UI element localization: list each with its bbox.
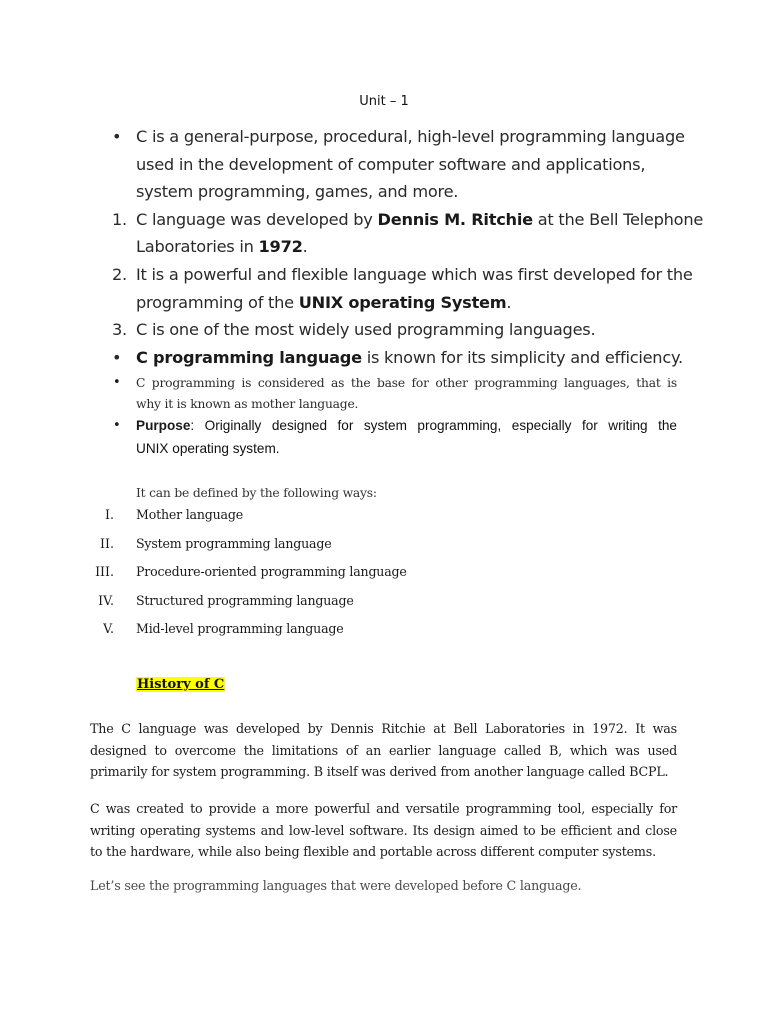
definition-item: Mother language	[136, 507, 243, 522]
history-paragraph-3: Let’s see the programming languages that were developed before C language.	[90, 878, 582, 893]
bullet1-line2: used in the development of computer software and applications,	[136, 155, 646, 174]
num1-line2-post: .	[302, 237, 308, 256]
roman-numeral: I.	[105, 507, 114, 522]
bullet3-line1: C programming is considered as the base for other programming languages, that is	[136, 376, 677, 390]
year: 1972	[258, 237, 303, 256]
num2-line1: It is a powerful and flexible language which was first developed for the	[136, 265, 693, 284]
bullet2-line	[136, 348, 683, 367]
definition-item: Mid-level programming language	[136, 621, 344, 636]
list-number-2: 2.	[112, 265, 127, 284]
bullet-dot-icon: •	[112, 348, 122, 367]
num1-line1	[136, 210, 703, 229]
list-number-1: 1.	[112, 210, 127, 229]
num3-line1: C is one of the most widely used programming languages.	[136, 320, 596, 339]
num1-line2-pre: Laboratories in	[136, 237, 259, 256]
roman-numeral: III.	[95, 564, 114, 579]
bullet1-line3: system programming, games, and more.	[136, 182, 459, 201]
purpose-label: Purpose	[136, 418, 191, 433]
num2-line2-post: .	[506, 293, 512, 312]
roman-numeral: IV.	[98, 593, 114, 608]
history-heading: History of C	[137, 677, 225, 692]
definition-item: System programming language	[136, 536, 332, 551]
roman-numeral: V.	[103, 621, 114, 636]
definition-item: Structured programming language	[136, 593, 354, 608]
bullet2-rest: is known for its simplicity and efficiency.	[361, 348, 683, 367]
roman-numeral: II.	[100, 536, 114, 551]
bullet-dot-icon: •	[113, 418, 121, 433]
bullet-dot-icon: •	[112, 127, 122, 146]
author-name: Dennis M. Ritchie	[377, 210, 533, 229]
num1-line2	[136, 237, 308, 256]
bullet4-line1	[136, 418, 677, 433]
unix-os: UNIX operating System	[298, 293, 507, 312]
bullet4-line2: UNIX operating system.	[136, 441, 280, 456]
history-paragraph-2: C was created to provide a more powerful and versatile programming tool, especially for writing operating systems and low-level software. Its design aimed to be efficient and close to the hardware, while also being flexible and portable across different computer systems.	[90, 801, 677, 859]
num2-line2-pre: programming of the	[136, 293, 299, 312]
bullet-dot-icon: •	[113, 375, 121, 390]
num2-line2	[136, 293, 511, 312]
bullet1-line1: C is a general-purpose, procedural, high-level programming language	[136, 127, 685, 146]
definitions-intro: It can be defined by the following ways:	[136, 486, 377, 500]
unit-title: Unit – 1	[359, 94, 409, 109]
num1-post: at the Bell Telephone	[532, 210, 704, 229]
definition-item: Procedure-oriented programming language	[136, 564, 407, 579]
history-paragraph-1: The C language was developed by Dennis Ritchie at Bell Laboratories in 1972. It was designed to overcome the limitations of an earlier language called B, which was used primarily for system programming. B itself was derived from another language called BCPL.	[90, 721, 677, 779]
num1-pre: C language was developed by	[136, 210, 378, 229]
bullet2-bold: C programming language	[136, 348, 362, 367]
bullet3-line2: why it is known as mother language.	[136, 397, 359, 411]
bullet4-rest: : Originally designed for system programming, especially for writing the	[190, 418, 677, 433]
list-number-3: 3.	[112, 320, 127, 339]
